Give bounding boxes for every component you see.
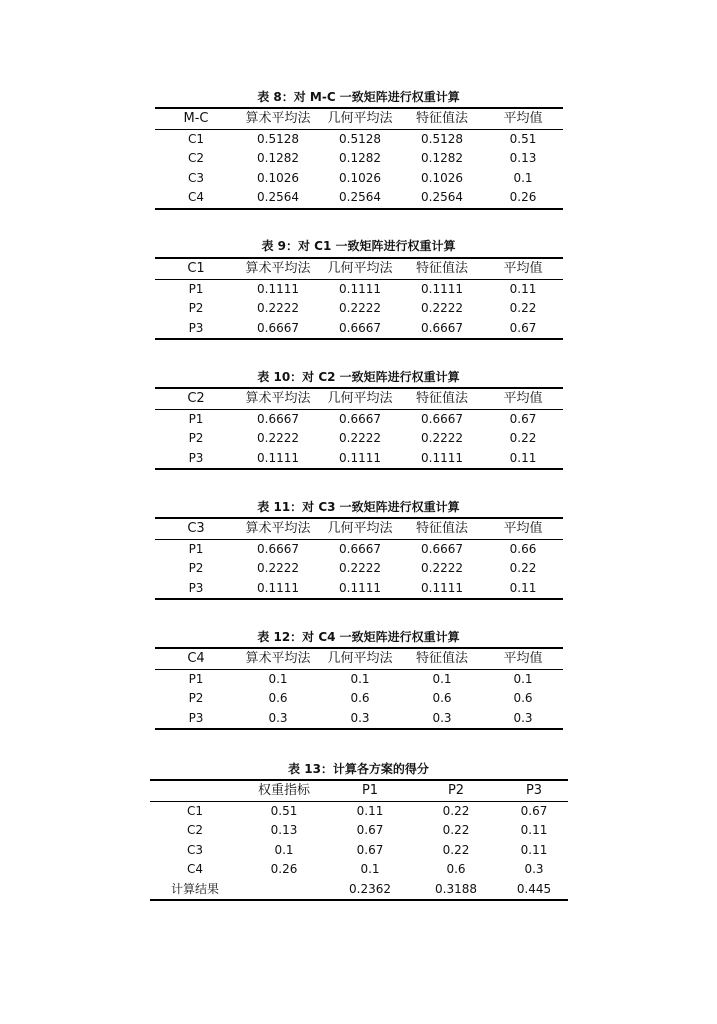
table-cell: 0.2222	[339, 561, 381, 576]
table-cell: 0.6667	[421, 541, 463, 556]
table-row-result	[150, 880, 568, 901]
header-cell: C4	[155, 648, 237, 669]
table-cell: P2	[188, 561, 204, 576]
table-10	[155, 387, 563, 470]
table-cell: 0.3	[401, 709, 483, 730]
table-11	[155, 517, 563, 600]
table-cell: 0.26	[270, 862, 298, 877]
table-cell: 0.2222	[339, 431, 381, 446]
table-cell: 0.51	[270, 803, 298, 818]
header-cell: 几何平均法	[319, 108, 401, 129]
table-cell: 0.2362	[328, 880, 412, 901]
table-cell: 0.6667	[237, 319, 319, 340]
table-cell: 0.11	[483, 579, 563, 600]
table-cell: 0.6	[446, 862, 466, 877]
table-cell: 0.1111	[401, 579, 483, 600]
table-header-row	[155, 518, 563, 539]
table-cell: 0.11	[520, 842, 548, 857]
table-cell: 0.13	[270, 823, 298, 838]
header-cell: 算术平均法	[237, 258, 319, 279]
table-cell: 0.6667	[319, 319, 401, 340]
table-cell: 0.2564	[237, 188, 319, 209]
header-cell: 几何平均法	[319, 518, 401, 539]
header-cell: 平均值	[483, 388, 563, 409]
table-row	[155, 409, 563, 429]
table-row	[155, 449, 563, 470]
header-cell: C2	[155, 388, 237, 409]
table-cell: 0.22	[509, 301, 537, 316]
table-cell: P3	[155, 709, 237, 730]
table-row	[155, 279, 563, 299]
table-header-row	[155, 108, 563, 129]
table-cell: 0.2222	[257, 431, 299, 446]
header-cell: 平均值	[483, 258, 563, 279]
table-cell: 0.5128	[421, 131, 463, 146]
table-cell: 0.22	[509, 561, 537, 576]
header-cell: P2	[412, 780, 500, 801]
table-cell: 计算结果	[150, 880, 240, 901]
header-cell: 算术平均法	[237, 648, 319, 669]
table-cell: C4	[186, 862, 203, 877]
header-cell: C1	[155, 258, 237, 279]
table-cell: 0.11	[356, 803, 384, 818]
table-cell: 0.2222	[339, 301, 381, 316]
table-cell: 0.1111	[339, 281, 381, 296]
table-cell: 0.22	[442, 823, 470, 838]
table-cell: 0.1282	[421, 151, 463, 166]
table-cell: 0.67	[483, 319, 563, 340]
table-cell: 0.6667	[339, 411, 381, 426]
table-12	[155, 647, 563, 730]
table-cell: 0.1	[432, 671, 452, 686]
table-cell: 0.1	[513, 671, 533, 686]
table-row	[150, 801, 568, 821]
table-row	[155, 559, 563, 579]
table-11-title: 表 11：对 C3 一致矩阵进行权重计算	[257, 500, 460, 514]
header-cell: P1	[328, 780, 412, 801]
table-cell: 0.2222	[421, 301, 463, 316]
header-cell: 特征值法	[401, 388, 483, 409]
table-cell: 0.6667	[401, 319, 483, 340]
table-cell: 0.1111	[237, 579, 319, 600]
table-row	[155, 539, 563, 559]
table-cell: 0.1111	[237, 449, 319, 470]
table-cell	[240, 880, 328, 901]
table-cell: 0.67	[356, 842, 384, 857]
table-row	[155, 579, 563, 600]
table-cell: 0.66	[509, 541, 537, 556]
table-row	[155, 169, 563, 189]
table-cell: C2	[186, 823, 203, 838]
header-cell: 平均值	[483, 518, 563, 539]
table-cell: P3	[155, 579, 237, 600]
table-9	[155, 257, 563, 340]
header-cell: 平均值	[483, 648, 563, 669]
table-cell: P1	[188, 281, 204, 296]
table-cell: 0.1282	[339, 151, 381, 166]
table-cell: C1	[187, 131, 204, 146]
table-row	[155, 129, 563, 149]
table-cell: 0.22	[442, 842, 470, 857]
table-header-row	[155, 388, 563, 409]
header-cell: 平均值	[483, 108, 563, 129]
table-cell: 0.11	[520, 823, 548, 838]
table-row	[155, 669, 563, 689]
table-cell: 0.2222	[257, 301, 299, 316]
table-cell: 0.1111	[319, 449, 401, 470]
header-cell: 权重指标	[240, 780, 328, 801]
table-cell: 0.6	[432, 691, 452, 706]
header-cell: 特征值法	[401, 648, 483, 669]
table-cell: 0.1	[274, 842, 294, 857]
table-cell: 0.6	[513, 691, 533, 706]
table-cell: 0.6667	[257, 411, 299, 426]
table-cell: P2	[188, 431, 204, 446]
table-8	[155, 107, 563, 210]
table-cell: P3	[155, 319, 237, 340]
header-cell: P3	[500, 780, 568, 801]
table-cell: C2	[187, 151, 204, 166]
table-cell: 0.3188	[412, 880, 500, 901]
table-header-row	[155, 648, 563, 669]
table-cell: 0.6	[350, 691, 370, 706]
table-cell: 0.1111	[401, 449, 483, 470]
table-cell: 0.13	[509, 151, 537, 166]
table-9-title: 表 9：对 C1 一致矩阵进行权重计算	[261, 239, 456, 253]
table-cell: 0.1111	[257, 281, 299, 296]
table-cell: P2	[188, 691, 204, 706]
table-13-title: 表 13：计算各方案的得分	[288, 762, 429, 776]
table-header-row	[150, 780, 568, 801]
table-cell: 0.67	[520, 803, 548, 818]
table-cell: 0.11	[509, 281, 537, 296]
table-cell: 0.67	[356, 823, 384, 838]
table-cell: C4	[155, 188, 237, 209]
table-row	[155, 429, 563, 449]
table-cell: 0.6	[268, 691, 288, 706]
table-cell: 0.1	[268, 671, 288, 686]
table-cell: 0.1282	[257, 151, 299, 166]
table-cell: C3	[186, 842, 203, 857]
table-cell: C1	[186, 803, 203, 818]
table-cell: C3	[187, 170, 204, 185]
table-row	[150, 860, 568, 880]
table-cell: P1	[188, 541, 204, 556]
table-cell: 0.1	[513, 170, 533, 185]
table-cell: 0.6667	[257, 541, 299, 556]
table-cell: 0.1026	[421, 170, 463, 185]
table-cell: 0.2564	[319, 188, 401, 209]
table-cell: 0.3	[319, 709, 401, 730]
table-cell: 0.2564	[401, 188, 483, 209]
table-13	[150, 779, 568, 901]
header-cell: 特征值法	[401, 258, 483, 279]
table-row	[150, 821, 568, 841]
table-8-title: 表 8：对 M-C 一致矩阵进行权重计算	[257, 90, 460, 104]
table-cell: 0.1	[350, 671, 370, 686]
table-cell: 0.2222	[421, 561, 463, 576]
header-cell: 特征值法	[401, 518, 483, 539]
header-cell: 算术平均法	[237, 108, 319, 129]
table-cell: P2	[188, 301, 204, 316]
table-cell: 0.1111	[319, 579, 401, 600]
table-cell: 0.2222	[421, 431, 463, 446]
table-cell: 0.67	[509, 411, 537, 426]
table-cell: 0.1	[360, 862, 380, 877]
header-cell: C3	[155, 518, 237, 539]
table-cell: 0.5128	[339, 131, 381, 146]
table-10-title: 表 10：对 C2 一致矩阵进行权重计算	[257, 370, 460, 384]
table-cell: 0.1026	[257, 170, 299, 185]
header-cell: 算术平均法	[237, 518, 319, 539]
header-cell: 算术平均法	[237, 388, 319, 409]
table-cell: 0.3	[237, 709, 319, 730]
table-cell: 0.26	[483, 188, 563, 209]
table-cell: 0.22	[442, 803, 470, 818]
table-row	[155, 299, 563, 319]
table-12-title: 表 12：对 C4 一致矩阵进行权重计算	[257, 630, 460, 644]
table-row	[155, 319, 563, 340]
header-cell: 几何平均法	[319, 258, 401, 279]
header-cell	[150, 780, 240, 801]
table-cell: 0.6667	[339, 541, 381, 556]
table-cell: P1	[188, 411, 204, 426]
header-cell: 特征值法	[401, 108, 483, 129]
table-header-row	[155, 258, 563, 279]
table-cell: P1	[188, 671, 204, 686]
header-cell: M-C	[155, 108, 237, 129]
table-cell: 0.2222	[257, 561, 299, 576]
table-row	[155, 689, 563, 709]
table-cell: 0.5128	[257, 131, 299, 146]
table-row	[150, 841, 568, 861]
table-row	[155, 149, 563, 169]
table-cell: 0.51	[509, 131, 537, 146]
table-cell: 0.3	[483, 709, 563, 730]
table-cell: 0.6667	[421, 411, 463, 426]
table-cell: 0.22	[509, 431, 537, 446]
table-row	[155, 709, 563, 730]
table-cell: 0.1111	[421, 281, 463, 296]
table-cell: 0.3	[524, 862, 544, 877]
table-cell: 0.1026	[339, 170, 381, 185]
table-cell: 0.445	[500, 880, 568, 901]
table-cell: 0.11	[483, 449, 563, 470]
table-row	[155, 188, 563, 209]
header-cell: 几何平均法	[319, 648, 401, 669]
header-cell: 几何平均法	[319, 388, 401, 409]
table-cell: P3	[155, 449, 237, 470]
